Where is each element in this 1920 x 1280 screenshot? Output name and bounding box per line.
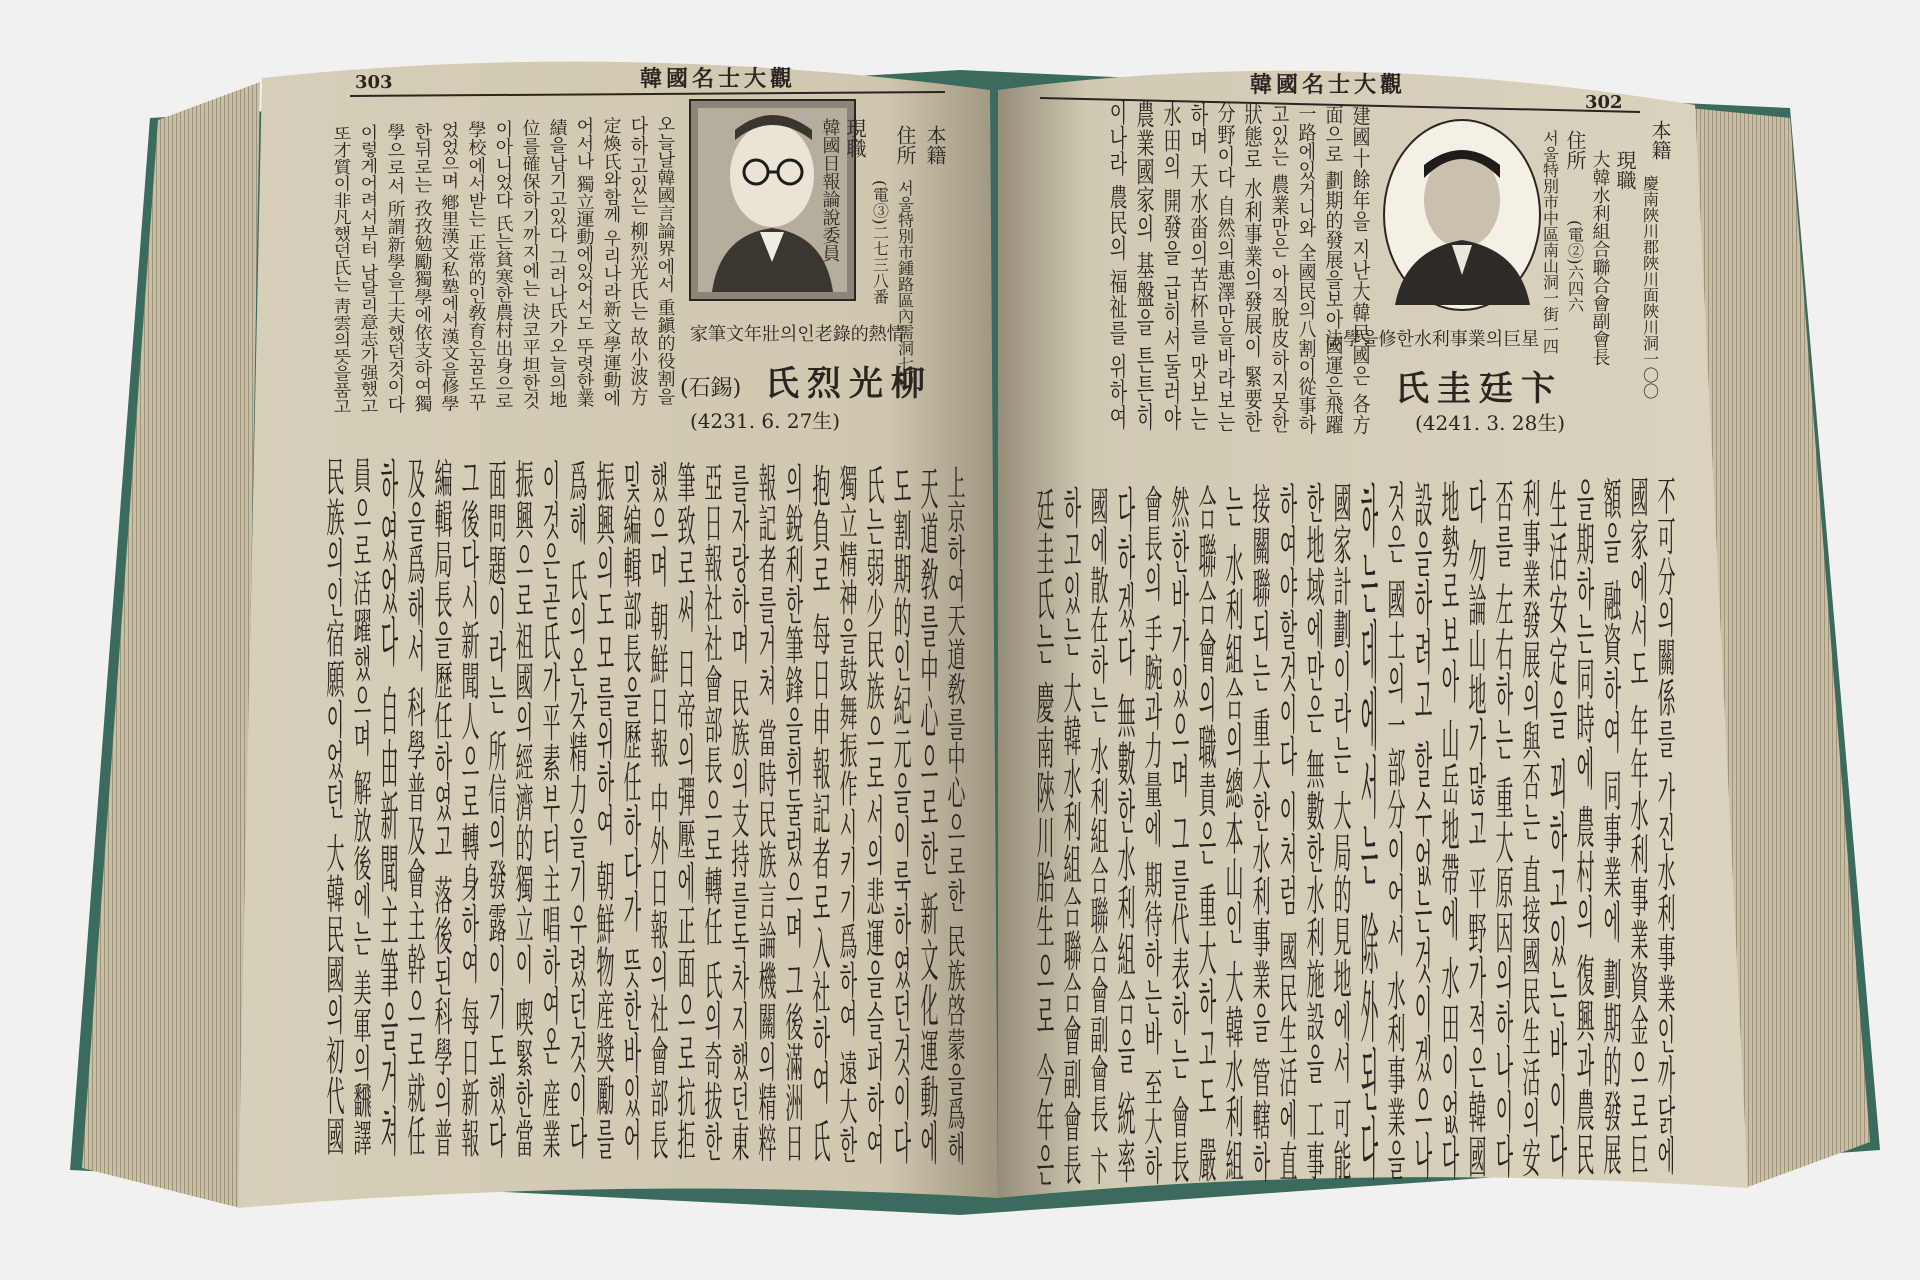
body-column: 하며 天水畓의苦杯를 맛보는	[1187, 101, 1209, 329]
body-column: 建國十餘年을 지난大韓民國은 各方	[1349, 105, 1371, 387]
body-column: 否를 左右하는 重大原因의하나이다	[1492, 478, 1514, 760]
right-page-number: 302	[1585, 92, 1623, 113]
body-column: 員으로活躍했으며 解放後에는 美軍의飜譯	[350, 456, 372, 792]
right-domicile-label: 本籍	[1648, 120, 1672, 160]
body-column: 오늘날韓國言論界에서 重鎭的役割을	[654, 115, 676, 409]
left-page-edges	[82, 82, 260, 1208]
body-column: 面問題이라는 所信의發露이기도했다	[485, 458, 507, 752]
body-column: 編輯局長을歷任하였고 落後된科學의普	[431, 457, 453, 770]
body-column: 分野이다 自然의惠澤만을바라보는	[1214, 102, 1236, 378]
body-column: 位를確保하기까지에는 決코平坦한것	[519, 119, 541, 413]
right-address: 서울特別市中區南山洞一街一四	[1540, 130, 1560, 354]
body-column: 會長의 手腕과力量에 期待하는바 至大하	[1141, 484, 1163, 808]
body-column: 國家計劃이라는 大局的見地에서 可能	[1330, 481, 1352, 781]
body-column: 振興의도모를위하여 朝鮮物産獎勵를	[593, 459, 615, 754]
body-column: 筆致로써 日帝의彈壓에正面으로抗拒	[674, 461, 696, 755]
body-column: 것은 國土의一部分이어서 水利事業을	[1384, 480, 1406, 780]
body-column: 及을爲해서 科學普及會主幹으로就任	[404, 457, 426, 751]
body-column: 利事業發展의與否는 直接國民生活의安	[1519, 477, 1541, 790]
right-phone: (電②)六四六	[1565, 220, 1585, 313]
left-address: 서울特別市鍾路區內需洞七〇	[895, 180, 915, 388]
left-domicile-label: 本籍	[923, 125, 947, 165]
body-column: 의銳利한筆鋒을휘둘렀으며 그後滿洲日	[782, 462, 804, 775]
body-column: 獨立精神을鼓舞振作시키기爲하여 遠大한	[836, 463, 858, 794]
body-column: 어서나 獨立運動에있어서도 뚜렷한業	[573, 117, 595, 417]
right-name-heading: 氏圭廷卞	[1395, 369, 1563, 409]
body-column: 抱負로 每日申報記者로入社하여 氏	[809, 463, 831, 745]
right-portrait-caption: 法學을修한水利事業의巨星	[1325, 329, 1540, 350]
body-column: 合聯合會의職責은 重大하고도 嚴	[1195, 483, 1217, 747]
left-position: 韓國日報論說委員	[819, 118, 841, 262]
body-column: 도割期的인紀元을이룩하였던것이다	[890, 464, 912, 753]
body-column: 및編輯部長을歷任하다가 뜻한바있어	[620, 460, 642, 754]
body-column: 다하겠다 無數한水利組合을 統率	[1114, 485, 1136, 749]
body-column: 定煥氏와함께 우리나라新文學運動에	[600, 116, 622, 411]
body-column: 다 勿論山地가많고 平野가적은韓國	[1465, 478, 1487, 760]
body-column: 然한바가있으며 그를代表하는 會長	[1168, 484, 1190, 766]
body-column: 다하고있는 柳烈光氏는 故小波方	[627, 115, 649, 380]
body-column: 또才質이非凡했던氏는 靑雲의뜻을품고	[330, 124, 352, 437]
body-column: 農業國家의 基盤을 튼튼히	[1133, 100, 1155, 310]
body-column: 했으며 朝鮮日報 中外日報의社會部長	[647, 460, 669, 761]
body-column: 不可分의關係를 가진水利事業인까닭에	[1654, 475, 1676, 787]
body-column: 를자랑하며 民族의支持를독차지했던東	[728, 461, 750, 774]
body-column: 하는데에서는 除外된다	[1357, 480, 1379, 667]
body-column: 이아니었다 氏는貧寒한農村出身으로	[492, 119, 514, 414]
right-domicile: 慶南陜川郡陜川面陜川洞一〇〇	[1640, 175, 1660, 399]
body-column: 振興으로祖國의經濟的獨立이 喫緊한當	[512, 458, 534, 771]
body-column: 이것은곧氏가平素부터主唱하여온 産業	[539, 459, 561, 771]
body-column: 을期하는同時에 農村의 復興과農民	[1573, 476, 1595, 758]
right-address-label: 住所	[1563, 130, 1587, 170]
body-column: 하였었다 自由新聞主筆을거쳐	[377, 456, 399, 697]
body-column: 水田의 開發을 급히서둘러야	[1160, 100, 1182, 329]
body-column: 額을 融資하여 同事業에 劃期的發展	[1600, 476, 1622, 764]
left-address-label: 住所	[893, 125, 917, 165]
body-column: 한地域에만은 無數한水利施設을 工事	[1303, 481, 1325, 781]
left-portrait-caption: 家筆文年壯의인老錄的熱情	[690, 324, 905, 345]
body-column: 上京하여天道敎를中心으로한 民族啓蒙을爲해	[944, 465, 966, 831]
body-column: 地勢로보아 山岳地帶에 水田이없다	[1438, 479, 1460, 761]
right-position: 大韓水利組合聯合會副會長	[1589, 150, 1611, 366]
left-position-label: 現職	[843, 118, 867, 158]
left-pen-name: (石錫)	[680, 376, 742, 401]
body-column: 國에散在하는 水利組合聯合會副會長 卞	[1087, 485, 1109, 803]
right-portrait-photo	[1384, 120, 1540, 310]
right-running-head: 韓國名士大觀	[1250, 72, 1407, 98]
left-running-head: 韓國名士大觀	[640, 66, 797, 92]
right-position-label: 現職	[1613, 150, 1637, 190]
body-column: 國家에서도 年年水利事業資金으로巨	[1627, 475, 1649, 770]
body-column: 하고있는 大韓水利組合聯合會副會長	[1060, 486, 1082, 780]
body-column: 天道敎를中心으로한 新文化運動에	[917, 464, 939, 741]
body-column: 報記者를거쳐 當時民族言論機關의精粹	[755, 462, 777, 774]
body-column: 氏는弱少民族으로서의悲運을슬퍼하여	[863, 463, 885, 770]
body-column: 接關聯되는 重大한水利事業을 管轄하	[1249, 482, 1271, 782]
body-column: 面으로 劃期的發展을보아 國運은飛躍	[1322, 104, 1344, 404]
body-column: 設을하려고 할수없는것이겠으나	[1411, 479, 1433, 738]
body-column: 이렇게어려서부터 남달리意志가强했고	[357, 123, 379, 436]
left-birth-date: (4231. 6. 27生)	[690, 409, 841, 433]
body-column: 었었으며 鄕里漢文私塾에서漢文을修學	[438, 121, 460, 434]
body-column: 亞日報社社會部長으로轉任 氏의奇拔한	[701, 461, 723, 774]
body-column: 狀態로 水利事業의發展이 緊要한	[1241, 102, 1263, 367]
body-column: 그後다시新聞人으로轉身하여 每日新報	[458, 457, 480, 770]
left-name-heading: 氏烈光柳	[765, 364, 933, 404]
body-column: 한뒤로는 孜孜勉勵獨學에依支하여獨	[411, 122, 433, 416]
body-column: 生活安定을 꾀하고있는바이다	[1546, 477, 1568, 717]
left-page-number: 303	[355, 72, 393, 93]
body-column: 는 水利組合의總本山인 大韓水利組	[1222, 483, 1244, 765]
body-column: 이나라 農民의 福祉를 위하여	[1106, 99, 1128, 333]
body-column: 民族의인宿願이었던 大韓民國의初代國	[323, 455, 345, 768]
body-column: 하여야할것이다 이처럼 國民生活에直	[1276, 482, 1298, 782]
right-birth-date: (4241. 3. 28生)	[1415, 411, 1566, 435]
body-column: 고있는 農業만은 아직脫皮하지못한	[1268, 103, 1290, 385]
body-column: 學校에서받는 正常的인敎育은꿈도꾸	[465, 120, 487, 415]
body-column: 一路에있거니와 全國民의八割이從事하	[1295, 103, 1317, 416]
body-column: 學으로서 所謂新學을工夫했던것이다	[384, 123, 406, 417]
body-column: 爲해 氏의온갖精力을기우렸던것이다	[566, 459, 588, 754]
left-phone: (電③)二七三八番	[870, 180, 890, 305]
body-column: 廷圭氏는 慶南陜川胎生으로 今年은	[1033, 486, 1055, 768]
body-column: 績을남기고있다 그러나氏가오늘의地	[546, 118, 568, 412]
